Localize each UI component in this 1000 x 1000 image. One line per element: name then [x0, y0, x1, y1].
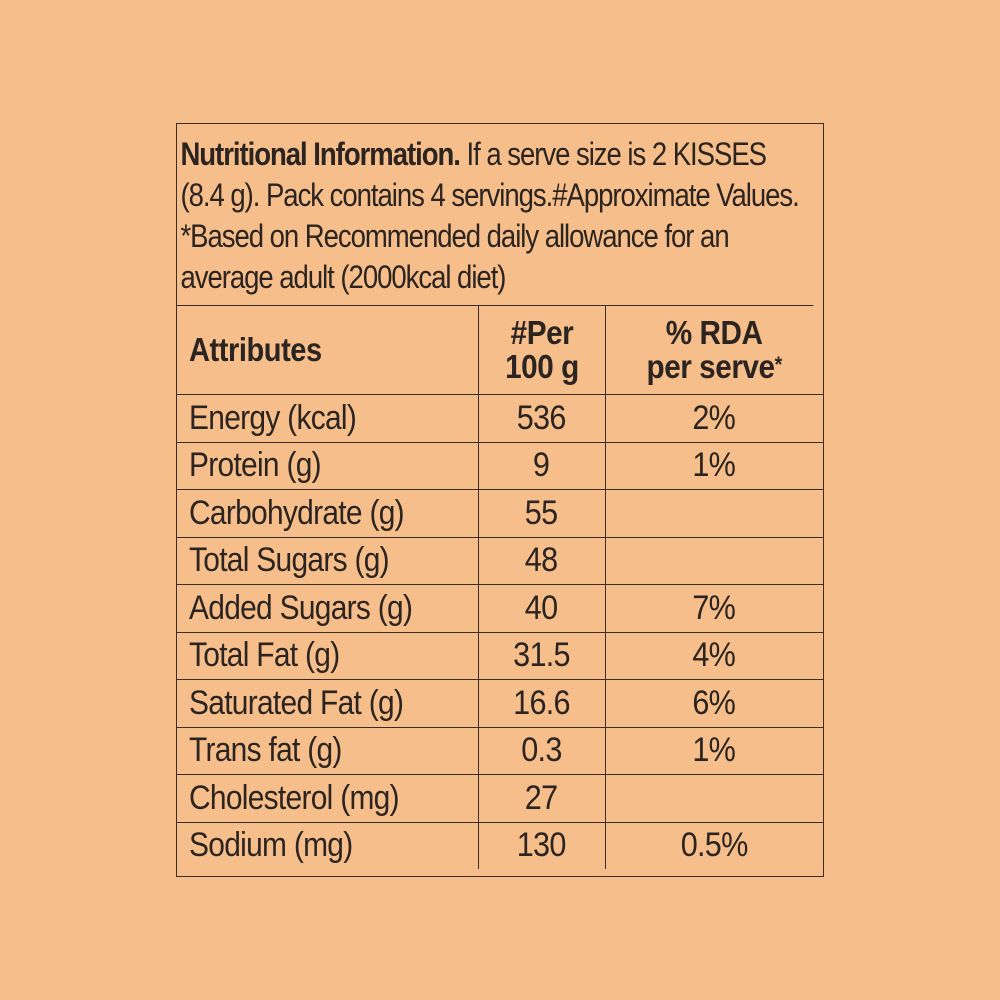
row-rda-value: 1%	[605, 727, 823, 775]
table-row	[177, 395, 823, 443]
row-per-100g-value: 536	[478, 395, 605, 443]
row-attribute-name: Total Sugars (g)	[177, 537, 478, 585]
row-rda-value	[605, 775, 823, 823]
table-row	[177, 680, 823, 728]
row-attribute-name: Protein (g)	[177, 442, 478, 490]
intro-lead: Nutritional Information.	[180, 136, 460, 172]
row-per-100g-value: 0.3	[478, 727, 605, 775]
row-attribute-name: Added Sugars (g)	[177, 585, 478, 633]
intro-text: If a serve size is 2 KISSES (8.4 g). Pack contains 4 servings.#Approximate Values. *Based on Recommended daily allowance for an average adult (2000kcal diet)	[180, 136, 799, 295]
table-header-row	[177, 306, 823, 395]
row-attribute-name: Cholesterol (mg)	[177, 775, 478, 823]
table-row	[177, 632, 823, 680]
header-per-100g-line2: 100 g	[504, 348, 579, 385]
row-per-100g-value: 16.6	[478, 680, 605, 728]
header-attributes: Attributes	[177, 306, 478, 395]
nutrition-panel	[176, 123, 824, 877]
row-rda-value	[605, 490, 823, 538]
row-per-100g-value: 55	[478, 490, 605, 538]
row-attribute-name: Energy (kcal)	[177, 395, 478, 443]
header-rda-line2: per serve	[646, 348, 775, 385]
table-row	[177, 490, 823, 538]
row-rda-value: 0.5%	[680, 826, 748, 865]
header-per-100g-line1: #Per	[510, 314, 573, 351]
row-per-100g-value: 130	[478, 822, 605, 869]
table-row	[177, 537, 823, 585]
row-rda-value: 1%	[605, 442, 823, 490]
table-row	[177, 585, 823, 633]
table-row	[177, 727, 823, 775]
row-per-100g-value: 31.5	[478, 632, 605, 680]
row-rda-value: 6%	[605, 680, 823, 728]
row-rda-value	[605, 537, 823, 585]
row-attribute-name: Carbohydrate (g)	[177, 490, 478, 538]
row-rda-value: 4%	[605, 632, 823, 680]
row-rda-value: 2%	[605, 395, 823, 443]
row-per-100g-value: 9	[478, 442, 605, 490]
nutrition-table	[177, 306, 823, 869]
row-attribute-name: Trans fat (g)	[177, 727, 478, 775]
table-row	[177, 775, 823, 823]
row-attribute-name: Sodium (mg)	[177, 822, 478, 869]
nutrition-intro	[177, 124, 813, 306]
table-row	[177, 822, 823, 869]
row-rda-value: 7%	[605, 585, 823, 633]
header-per-100g	[478, 306, 605, 395]
row-attribute-name: Saturated Fat (g)	[177, 680, 478, 728]
header-rda	[605, 306, 823, 395]
row-per-100g-value: 48	[478, 537, 605, 585]
header-rda-mark: *	[774, 352, 782, 377]
row-per-100g-value: 27	[478, 775, 605, 823]
row-per-100g-value: 40	[478, 585, 605, 633]
header-rda-line1: % RDA	[665, 314, 763, 351]
row-attribute-name: Total Fat (g)	[177, 632, 478, 680]
table-row	[177, 442, 823, 490]
